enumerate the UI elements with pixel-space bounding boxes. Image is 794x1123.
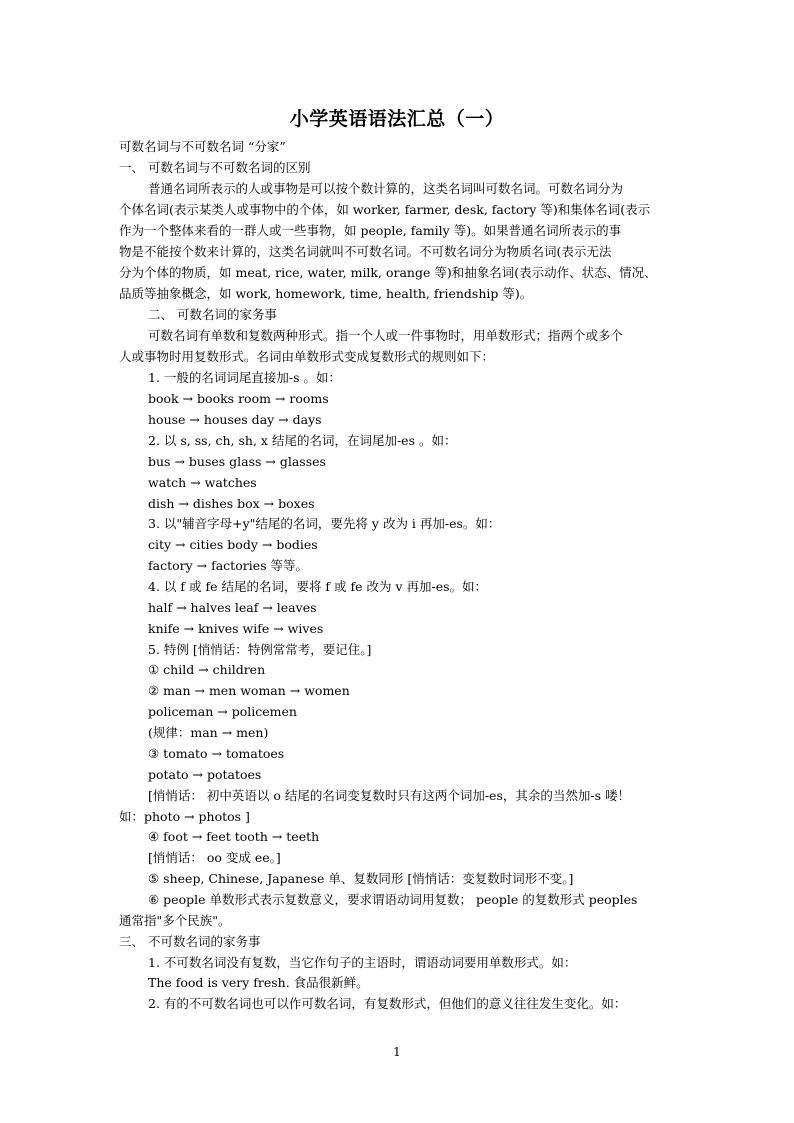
section-heading: 一、 可数名词与不可数名词的区别 <box>119 160 311 175</box>
text-line: 人或事物时用复数形式。名词由单数形式变成复数形式的规则如下： <box>119 349 495 364</box>
section-heading: 三、 不可数名词的家务事 <box>119 934 261 949</box>
example-line: book → books room → rooms <box>148 391 329 406</box>
text-line: 1. 一般的名词词尾直接加-s 。如： <box>148 370 342 385</box>
example-line: bus → buses glass → glasses <box>148 454 326 469</box>
example-line: knife → knives wife → wives <box>148 621 324 636</box>
text-line: 普通名词所表示的人或事物是可以按个数计算的，这类名词叫可数名词。可数名词分为 <box>148 181 624 196</box>
text-line: 个体名词(表示某类人或事物中的个体，如 worker, farmer, desk, factory 等)和集体名词(表示 <box>119 202 651 217</box>
example-line: factory → factories 等等。 <box>148 558 308 573</box>
page-number: 1 <box>393 1045 401 1059</box>
text-line: 可数名词与不可数名词 “分家” <box>119 139 286 154</box>
example-line: potato → potatoes <box>148 767 262 782</box>
text-line: ⑥ people 单数形式表示复数意义，要求谓语动词用复数； people 的复数形式 peoples <box>148 892 638 907</box>
note-line: [悄悄话： oo 变成 ee。] <box>148 850 281 865</box>
example-line: ⑤ sheep, Chinese, Japanese 单、复数同形 [悄悄话：变复数时词形不变。] <box>148 871 574 886</box>
example-line: half → halves leaf → leaves <box>148 600 317 615</box>
text-line: 2. 以 s, ss, ch, sh, x 结尾的名词，在词尾加-es 。如： <box>148 433 457 448</box>
text-line: 2. 有的不可数名词也可以作可数名词，有复数形式，但他们的意义往往发生变化。如： <box>148 996 627 1011</box>
example-line: ② man → men woman → women <box>148 683 350 698</box>
page-title: 小学英语语法汇总（一） <box>289 108 505 130</box>
example-line: ④ foot → feet tooth → teeth <box>148 829 320 844</box>
text-line: 物是不能按个数来计算的，这类名词就叫不可数名词。不可数名词分为物质名词(表示无法 <box>119 244 612 259</box>
example-line: ① child → children <box>148 662 266 677</box>
example-line: watch → watches <box>148 475 257 490</box>
text-line: 5. 特例 [悄悄话：特例常常考，要记住。] <box>148 642 372 657</box>
example-line: house → houses day → days <box>148 412 322 427</box>
text-line: 4. 以 f 或 fe 结尾的名词，要将 f 或 fe 改为 v 再加-es。如： <box>148 579 488 594</box>
section-heading: 二、 可数名词的家务事 <box>148 307 277 322</box>
text-line: 可数名词有单数和复数两种形式。指一个人或一件事物时，用单数形式；指两个或多个 <box>148 328 624 343</box>
example-line: (规律：man → men) <box>148 725 269 740</box>
example-line: The food is very fresh. 食品很新鲜。 <box>148 975 369 990</box>
text-line: 作为一个整体来看的一群人或一些事物，如 people, family 等)。如果普通名词所表示的事 <box>119 223 622 238</box>
text-line: 品质等抽象概念，如 work, homework, time, health, friendship 等)。 <box>119 286 533 301</box>
note-line: [悄悄话： 初中英语以 o 结尾的名词变复数时只有这两个词加-es，其余的当然加-s 喽！ <box>148 788 630 803</box>
text-line: 通常指"多个民族"。 <box>119 913 231 928</box>
example-line: city → cities body → bodies <box>148 537 318 552</box>
text-line: 分为个体的物质，如 meat, rice, water, milk, orange 等)和抽象名词(表示动作、状态、情况、 <box>119 265 657 280</box>
text-line: 3. 以"辅音字母+y"结尾的名词，要先将 y 改为 i 再加-es。如： <box>148 516 501 531</box>
text-line: 1. 不可数名词没有复数，当它作句子的主语时，谓语动词要用单数形式。如： <box>148 955 577 970</box>
example-line: dish → dishes box → boxes <box>148 496 315 511</box>
example-line: policeman → policemen <box>148 704 297 719</box>
example-line: ③ tomato → tomatoes <box>148 746 285 761</box>
note-line: 如：photo → photos ] <box>119 809 250 824</box>
